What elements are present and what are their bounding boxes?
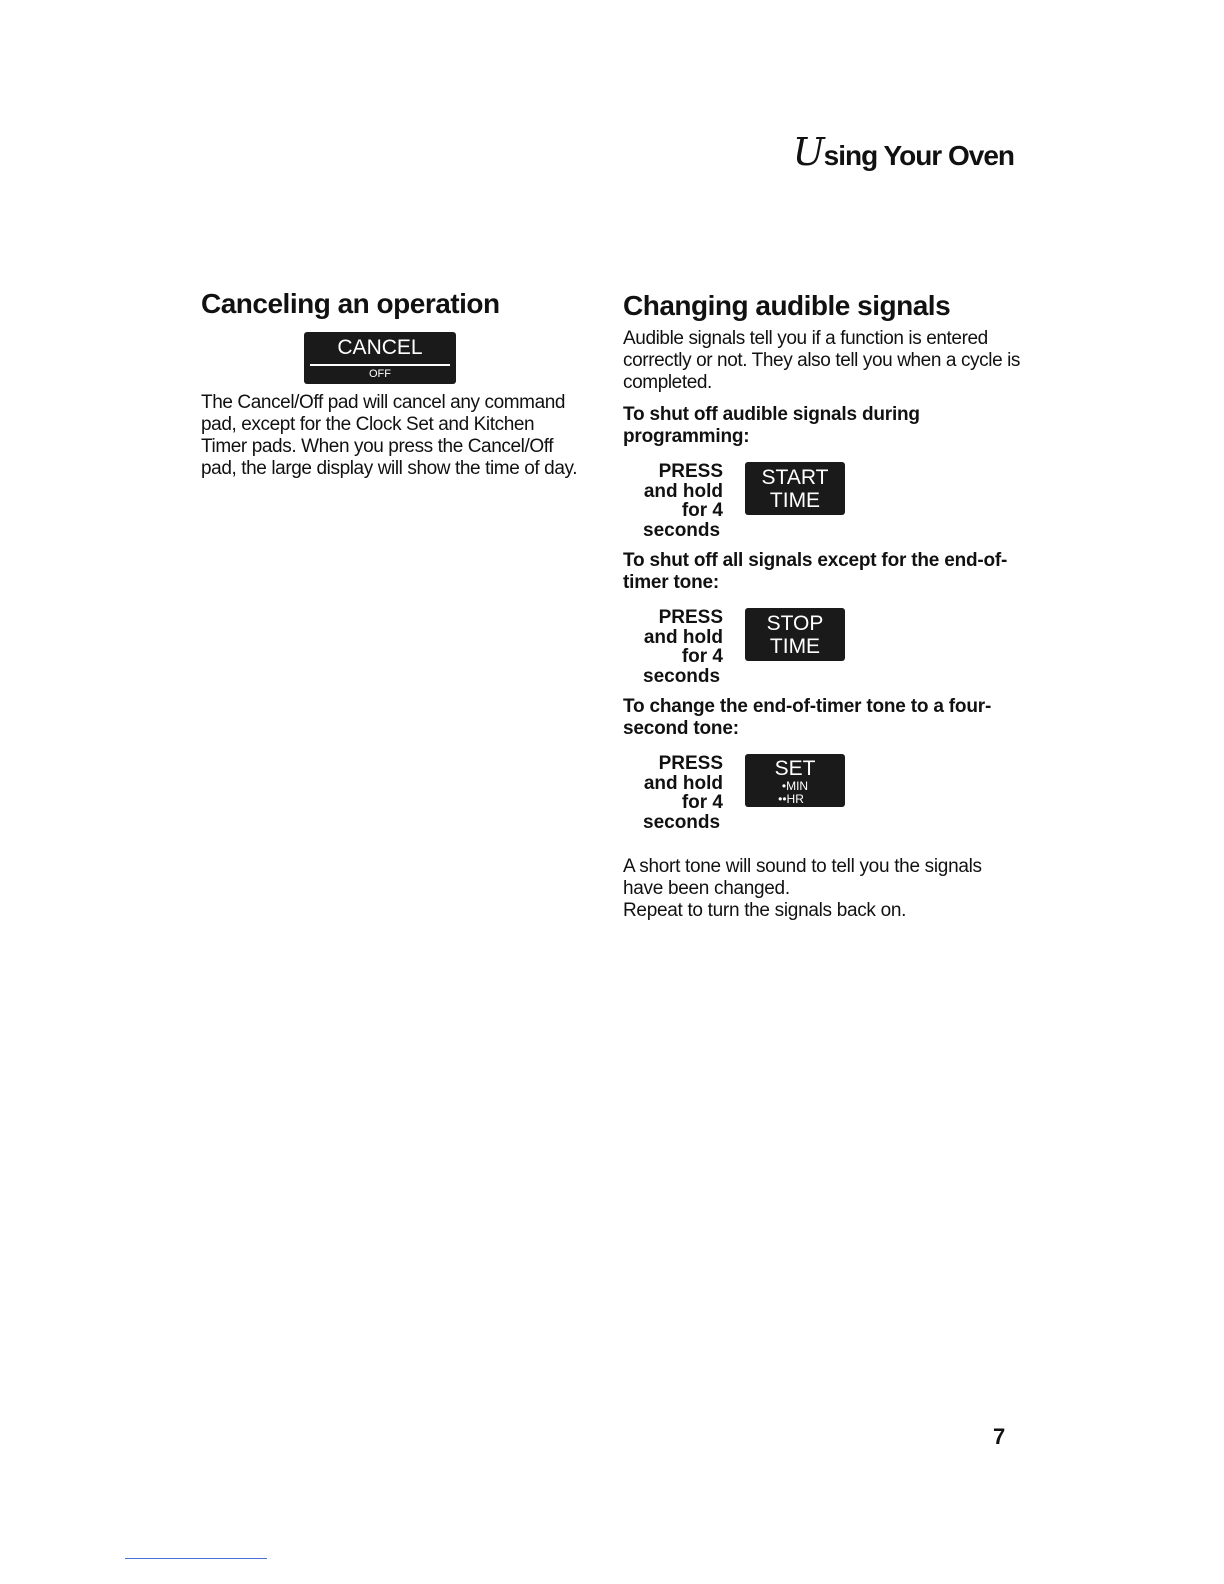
left-column bbox=[201, 286, 581, 480]
page-number: 7 bbox=[993, 1424, 1006, 1449]
press-word: PRESS bbox=[658, 607, 723, 628]
press-row bbox=[623, 608, 1023, 686]
pad-line: STOP bbox=[766, 612, 824, 635]
for-word: for 4 bbox=[681, 646, 723, 667]
cancel-description: The Cancel/Off pad will cancel any command pad, except for the Clock Set and Kitchen Timer pads. When you press the Cancel/Off pad, the large display will show the time of day. bbox=[201, 392, 578, 479]
pad-line: START bbox=[761, 466, 829, 489]
for-word: for 4 bbox=[681, 500, 723, 521]
footer-line: A short tone will sound to tell you the signals have been changed. bbox=[623, 856, 982, 899]
press-instructions bbox=[623, 608, 723, 686]
press-row bbox=[623, 462, 1023, 540]
header-initial: U bbox=[792, 130, 824, 174]
hold-word: and hold bbox=[643, 626, 723, 648]
step-instruction: To change the end-of-timer tone to a four-second tone: bbox=[623, 696, 992, 739]
seconds-word: seconds bbox=[643, 519, 721, 541]
pad-line: •MIN bbox=[781, 779, 809, 793]
stop-time-pad bbox=[745, 608, 845, 661]
hold-word: and hold bbox=[643, 772, 723, 794]
pad-line: TIME bbox=[769, 635, 821, 658]
signals-heading: Changing audible signals bbox=[623, 290, 951, 321]
cancel-off-pad bbox=[304, 332, 456, 384]
cancel-pad-sublabel: OFF bbox=[369, 368, 391, 380]
step-instruction: To shut off audible signals during programming: bbox=[623, 404, 920, 447]
press-word: PRESS bbox=[658, 461, 723, 482]
footer-line: Repeat to turn the signals back on. bbox=[623, 900, 907, 921]
bottom-rule bbox=[125, 1558, 267, 1559]
hold-word: and hold bbox=[643, 480, 723, 502]
set-min-hr-pad bbox=[745, 754, 845, 807]
seconds-word: seconds bbox=[643, 811, 721, 833]
seconds-word: seconds bbox=[643, 665, 721, 687]
start-time-pad bbox=[745, 462, 845, 515]
press-instructions bbox=[623, 462, 723, 540]
step-instruction: To shut off all signals except for the end-of-timer tone: bbox=[623, 550, 1008, 593]
cancel-pad-label: CANCEL bbox=[337, 336, 423, 359]
press-row bbox=[623, 754, 1023, 832]
signals-footer bbox=[623, 856, 1023, 922]
header-title: sing Your Oven bbox=[823, 140, 1014, 171]
press-word: PRESS bbox=[658, 753, 723, 774]
pad-line: TIME bbox=[769, 489, 821, 512]
pad-line: SET bbox=[774, 757, 816, 780]
signals-intro: Audible signals tell you if a function is entered correctly or not. They also tell you when a cycle is completed. bbox=[623, 328, 1021, 393]
right-column bbox=[623, 288, 1023, 922]
canceling-heading: Canceling an operation bbox=[201, 288, 500, 319]
for-word: for 4 bbox=[681, 792, 723, 813]
pad-line: ••HR bbox=[778, 792, 804, 806]
page-header bbox=[760, 130, 1014, 174]
press-instructions bbox=[623, 754, 723, 832]
